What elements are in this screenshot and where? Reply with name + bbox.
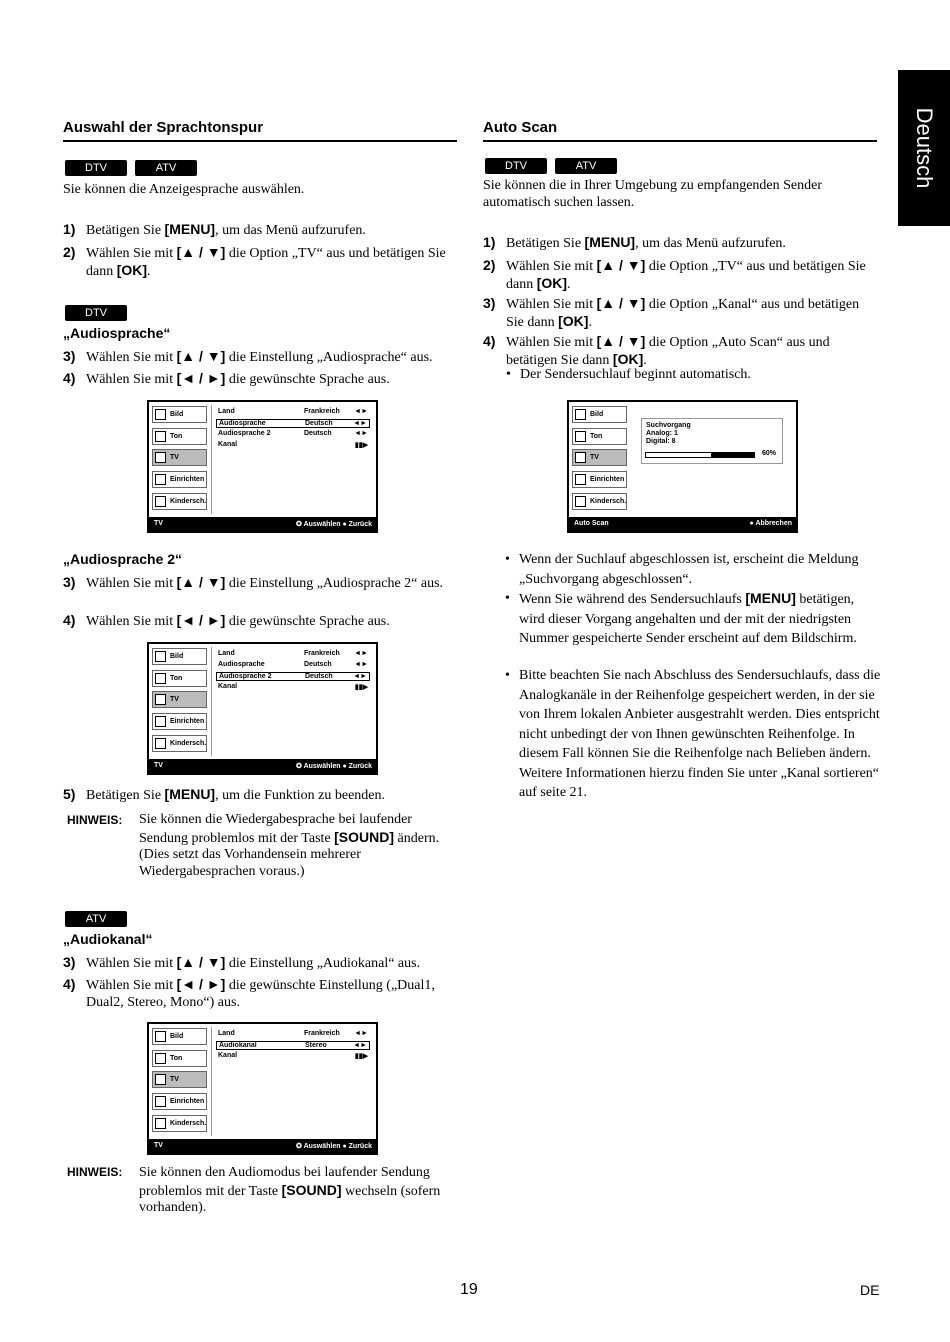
lock-icon: [155, 1118, 166, 1129]
atv-badge: ATV: [555, 158, 617, 174]
tv-icon: [155, 1074, 166, 1085]
back-icon: ●: [342, 763, 347, 770]
step-number: 3): [63, 574, 76, 590]
menu-item-kindersch: Kindersch.: [152, 1115, 207, 1132]
section-title-auto-scan: Auto Scan: [483, 119, 558, 136]
note-text: Sie können die Wiedergabesprache bei laufender Sendung problemlos mit der Taste [SOUND] ändern. (Dies setzt das Vorhandensein mehrerer Wiedergabesprachen voraus.): [139, 812, 440, 879]
step-number: 3): [63, 954, 76, 970]
step-number: 4): [63, 612, 76, 628]
step-3: Wählen Sie mit [▲ / ▼] die Einstellung „Audiokanal“ aus.: [86, 954, 421, 971]
menu-item-bild: Bild: [152, 406, 207, 423]
menu-item-ton: Ton: [152, 670, 207, 687]
navigation-icon: ✪: [296, 1143, 302, 1150]
step-number: 5): [63, 786, 76, 802]
tv-auto-scan-screen: [567, 400, 798, 533]
menu-row-selected: Audiosprache Deutsch ◄►: [216, 419, 370, 428]
language-tab-label: Deutsch: [912, 107, 937, 189]
note-icon: [575, 431, 586, 442]
picture-icon: [155, 1031, 166, 1042]
setup-icon: [575, 474, 586, 485]
step-3: Wählen Sie mit [▲ / ▼] die Option „Kanal“ aus und betätigen Sie dann [OK].: [506, 295, 860, 330]
menu-item-einrichten: Einrichten: [152, 1093, 207, 1110]
atv-badge: ATV: [65, 911, 127, 927]
menu-item-tv: TV: [572, 449, 627, 466]
title-rule: [63, 140, 457, 142]
step-3: Wählen Sie mit [▲ / ▼] die Einstellung „Audiosprache“ aus.: [86, 348, 433, 365]
menu-footer-bar: TV ✪ Auswählen ● Zurück: [149, 1139, 376, 1153]
step-4: Wählen Sie mit [◄ / ►] die gewünschte Sprache aus.: [86, 612, 390, 629]
menu-item-ton: Ton: [152, 1050, 207, 1067]
step-2: Wählen Sie mit [▲ / ▼] die Option „TV“ aus und betätigen Sie dann [OK].: [86, 244, 446, 279]
setup-icon: [155, 1096, 166, 1107]
note-label: HINWEIS:: [67, 1165, 123, 1179]
intro-text: Sie können die in Ihrer Umgebung zu empfangenden Sender automatisch suchen lassen.: [483, 178, 823, 210]
tv-icon: [155, 452, 166, 463]
navigation-icon: ✪: [296, 763, 302, 770]
lock-icon: [155, 738, 166, 749]
menu-item-bild: Bild: [152, 1028, 207, 1045]
tv-menu-screen-audiosprache-2: [147, 642, 378, 775]
subheading-audiokanal: „Audiokanal“: [63, 931, 153, 947]
subheading-audiosprache-2: „Audiosprache 2“: [63, 551, 183, 567]
step-number: 4): [483, 333, 496, 349]
menu-row: Audiosprache 2 Deutsch ◄►: [218, 430, 368, 437]
picture-icon: [575, 409, 586, 420]
menu-row: Land Frankreich ◄►: [218, 408, 368, 415]
note-text: Sie können den Audiomodus bei laufender Sendung problemlos mit der Taste [SOUND] wechseln (sofern vorhanden).: [139, 1165, 441, 1215]
step-number: 3): [483, 295, 496, 311]
scan-progress-bar: [645, 452, 755, 458]
note-icon: [155, 1053, 166, 1064]
menu-item-tv: TV: [152, 1071, 207, 1088]
step-1: Betätigen Sie [MENU], um das Menü aufzurufen.: [86, 221, 366, 238]
menu-row: Audiosprache Deutsch ◄►: [218, 661, 368, 668]
menu-row: Land Frankreich ◄►: [218, 650, 368, 657]
bullet-channel-order: • Bitte beachten Sie nach Abschluss des Sendersuchlaufs, dass die Analogkanäle in der Reihenfolge gespeichert werden, in der sie von Ihrem lokalen Anbieter ausgestrahlt werden. Dies entspricht nicht unbedingt der von Ihnen gewünschten Reihenfolge. In diesem Fall können Sie die Reihenfolge nach Belieben ändern. Weitere Informationen hierzu finden Sie unter „Kanal sortieren“ auf seite 21.: [519, 666, 881, 803]
step-number: 4): [63, 976, 76, 992]
lock-icon: [575, 496, 586, 507]
step-number: 2): [483, 257, 496, 273]
menu-row: Kanal ▮▮▶: [218, 1052, 368, 1060]
menu-item-tv: TV: [152, 449, 207, 466]
menu-row: Kanal ▮▮▶: [218, 441, 368, 449]
menu-footer-bar: Auto Scan ● Abbrechen: [569, 517, 796, 531]
step-1: Betätigen Sie [MENU], um das Menü aufzurufen.: [506, 234, 786, 251]
step-number: 4): [63, 370, 76, 386]
menu-item-bild: Bild: [152, 648, 207, 665]
language-code: DE: [860, 1282, 880, 1298]
menu-panel: [211, 1027, 373, 1136]
menu-sidebar: [149, 1024, 209, 1139]
menu-sidebar: [149, 644, 209, 759]
setup-icon: [155, 474, 166, 485]
menu-item-kindersch: Kindersch.: [572, 493, 627, 510]
dtv-badge: DTV: [485, 158, 547, 174]
bullet-menu-abort: • Wenn Sie während des Sendersuchlaufs [MENU] betätigen, wird dieser Vorgang angehalten und der mit der niedrigsten Nummer gespeicherte Sender erscheint auf dem Bildschirm.: [519, 589, 877, 649]
step-number: 1): [63, 221, 76, 237]
page-number: 19: [460, 1281, 478, 1298]
tv-icon: [575, 452, 586, 463]
language-side-tab: [898, 70, 950, 226]
scan-status-box: [641, 418, 783, 464]
step-4-bullet: • Der Sendersuchlauf beginnt automatisch.: [520, 366, 751, 383]
scan-status-title: Suchvorgang: [646, 422, 691, 429]
tv-menu-screen-audiokanal: [147, 1022, 378, 1155]
scan-progress-label: 60%: [762, 450, 777, 457]
menu-item-einrichten: Einrichten: [572, 471, 627, 488]
picture-icon: [155, 409, 166, 420]
step-number: 1): [483, 234, 496, 250]
dtv-badge: DTV: [65, 305, 127, 321]
back-icon: ●: [749, 520, 754, 527]
menu-sidebar: [149, 402, 209, 517]
dtv-badge: DTV: [65, 160, 127, 176]
step-4: Wählen Sie mit [◄ / ►] die gewünschte Einstellung („Dual1, Dual2, Stereo, Mono“) aus.: [86, 976, 435, 1010]
note-icon: [155, 673, 166, 684]
navigation-icon: ✪: [296, 521, 302, 528]
step-5: Betätigen Sie [MENU], um die Funktion zu beenden.: [86, 786, 386, 803]
menu-footer-bar: TV ✪ Auswählen ● Zurück: [149, 517, 376, 531]
menu-sidebar: [569, 402, 629, 517]
step-4: Wählen Sie mit [◄ / ►] die gewünschte Sprache aus.: [86, 370, 390, 387]
tv-menu-screen-audiosprache: [147, 400, 378, 533]
menu-item-einrichten: Einrichten: [152, 713, 207, 730]
menu-item-ton: Ton: [572, 428, 627, 445]
back-icon: ●: [342, 521, 347, 528]
menu-item-einrichten: Einrichten: [152, 471, 207, 488]
menu-item-ton: Ton: [152, 428, 207, 445]
step-3: Wählen Sie mit [▲ / ▼] die Einstellung „Audiosprache 2“ aus.: [86, 574, 444, 591]
menu-panel: [211, 647, 373, 756]
step-4: Wählen Sie mit [▲ / ▼] die Option „Auto Scan“ aus und betätigen Sie dann [OK].: [506, 333, 830, 368]
menu-row-selected: Audiosprache 2 Deutsch ◄►: [216, 672, 370, 681]
scan-digital-count: Digital: 8: [646, 438, 676, 445]
step-number: 3): [63, 348, 76, 364]
menu-panel: [211, 405, 373, 514]
menu-row-selected: Audiokanal Stereo ◄►: [216, 1041, 370, 1050]
scan-analog-count: Analog: 1: [646, 430, 678, 437]
lock-icon: [155, 496, 166, 507]
tv-icon: [155, 694, 166, 705]
setup-icon: [155, 716, 166, 727]
picture-icon: [155, 651, 166, 662]
menu-item-tv: TV: [152, 691, 207, 708]
title-rule: [483, 140, 877, 142]
note-icon: [155, 431, 166, 442]
menu-item-kindersch: Kindersch.: [152, 493, 207, 510]
atv-badge: ATV: [135, 160, 197, 176]
note-label: HINWEIS:: [67, 813, 123, 827]
bullet-scan-complete: • Wenn der Suchlauf abgeschlossen ist, erscheint die Meldung „Suchvorgang abgeschlossen“.: [519, 550, 877, 589]
menu-item-kindersch: Kindersch.: [152, 735, 207, 752]
menu-row: Land Frankreich ◄►: [218, 1030, 368, 1037]
scan-progress-fill: [646, 453, 711, 457]
subheading-audiosprache: „Audiosprache“: [63, 325, 171, 341]
step-number: 2): [63, 244, 76, 260]
section-title-audio-track: Auswahl der Sprachtonspur: [63, 119, 264, 136]
menu-item-bild: Bild: [572, 406, 627, 423]
menu-row: Kanal ▮▮▶: [218, 683, 368, 691]
intro-text: Sie können die Anzeigesprache auswählen.: [63, 182, 305, 197]
menu-footer-bar: TV ✪ Auswählen ● Zurück: [149, 759, 376, 773]
step-2: Wählen Sie mit [▲ / ▼] die Option „TV“ aus und betätigen Sie dann [OK].: [506, 257, 866, 292]
back-icon: ●: [342, 1143, 347, 1150]
